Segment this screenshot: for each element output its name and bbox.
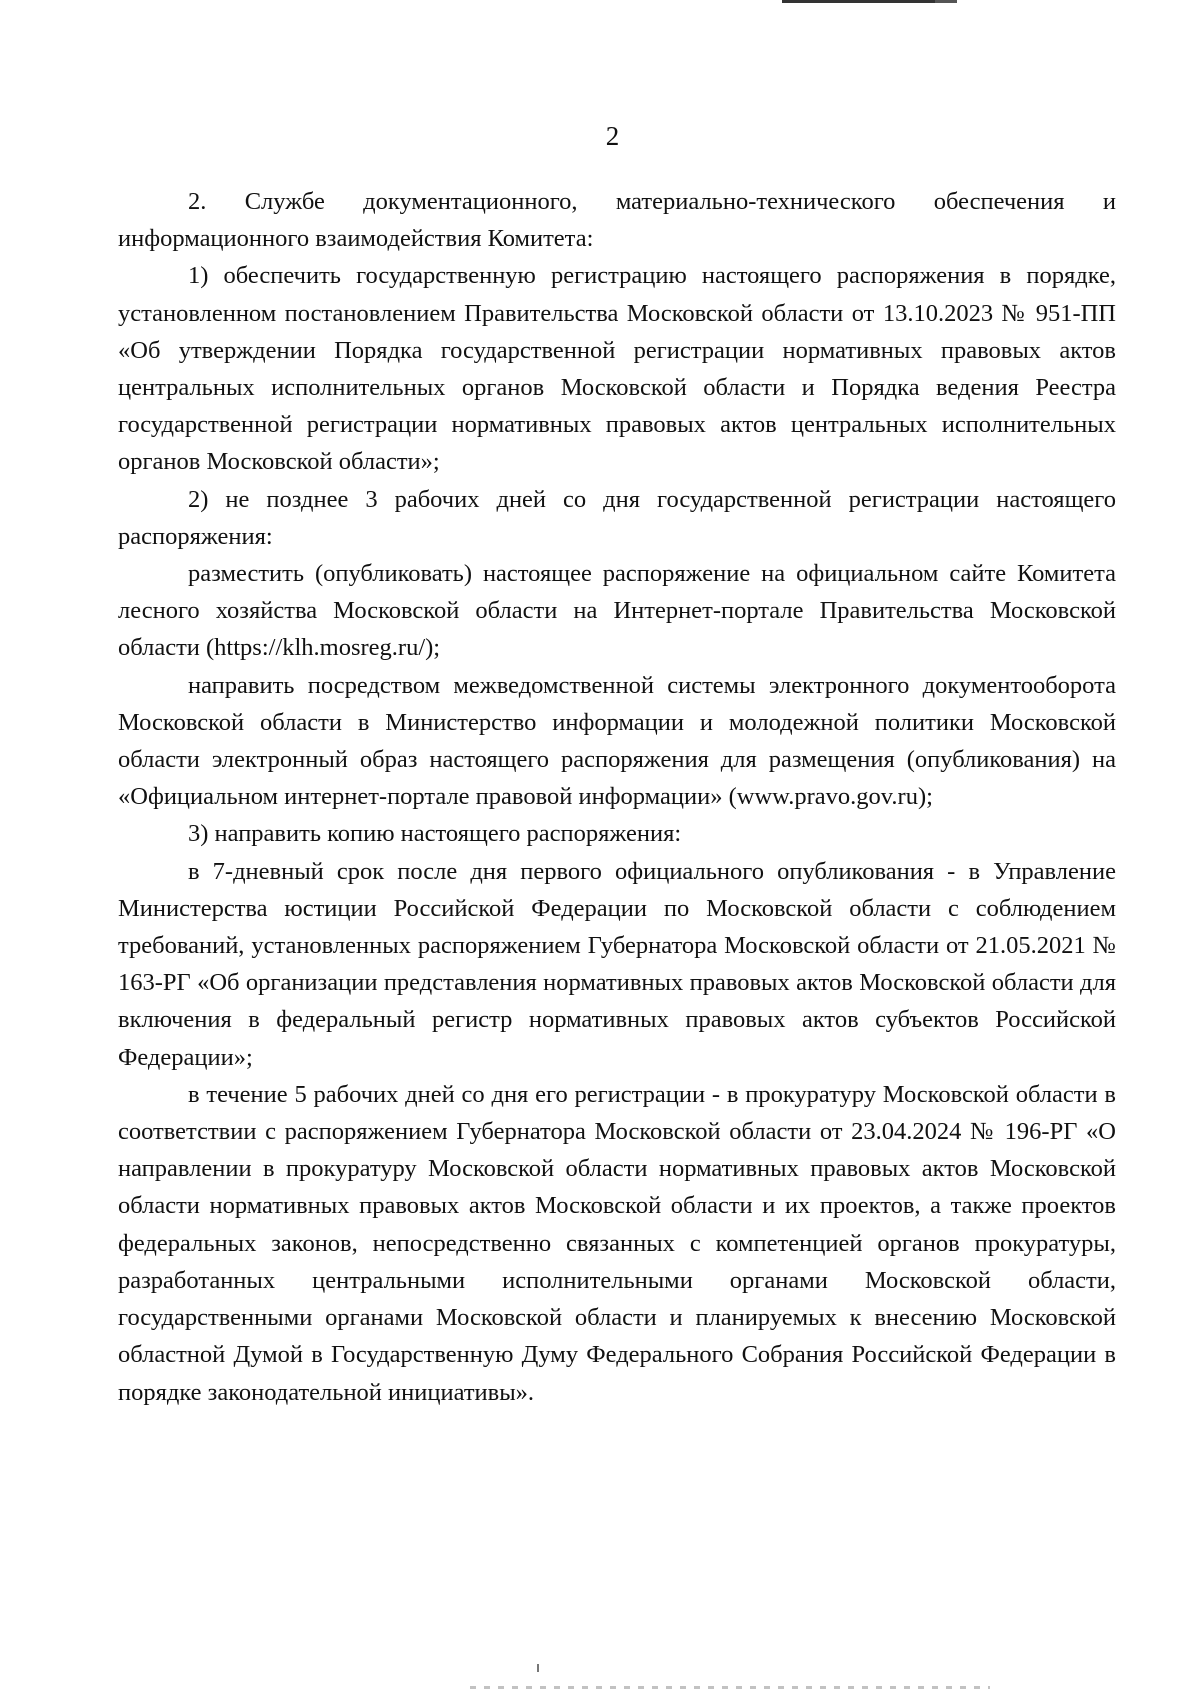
scan-mark [782, 0, 957, 3]
paragraph-send-ministry: направить посредством межведомственной системы электронного документооборота Московской области в Министерство информации и молодежной политики Московской области электронный образ настоящего распоряжения для размещения (опубликования) на «Официальном интернет-портале правовой информации» (www.pravo.gov.ru); [118, 671, 1116, 811]
paragraph-prosecutor: в течение 5 рабочих дней со дня его регистрации - в прокуратуру Московской области в соответствии с распоряжением Губернатора Московской области от 23.04.2024 № 196-РГ «О направлении в прокуратуру Московской области нормативных правовых актов Московской области нормативных правовых актов Московской области и их проектов, а также проектов федеральных законов, непосредственно связанных с компетенцией органов прокуратуры, разработанных центральными исполнительными органами Московской области, государственными органами Московской области и планируемых к внесению Московской областной Думой в Государственную Думу Федерального Собрания Российской Федерации в порядке законодательной инициативы». [118, 1080, 1116, 1406]
scan-mark [935, 0, 957, 3]
page-number: 2 [605, 121, 620, 151]
paragraph-justice-ministry: в 7-дневный срок после дня первого официального опубликования - в Управление Министерства юстиции Российской Федерации по Московской области с соблюдением требований, установленных распоряжением Губернатора Московской области от 21.05.2021 № 163-РГ «Об организации представления нормативных правовых актов Московской области для включения в федеральный регистр нормативных правовых актов субъектов Российской Федерации»; [118, 857, 1116, 1071]
paragraph-item-2: 2. Службе документационного, материально-технического обеспечения и информационного взаимодействия Комитета: [118, 188, 1116, 253]
scan-noise [470, 1686, 990, 1689]
paragraph-subitem-3: 3) направить копию настоящего распоряжения: [188, 820, 682, 848]
scan-mark [537, 1664, 539, 1672]
paragraph-subitem-2: 2) не позднее 3 рабочих дней со дня государственной регистрации настоящего распоряжения: [118, 485, 1116, 550]
document-body [118, 183, 1116, 1411]
paragraph-subitem-1: 1) обеспечить государственную регистрацию настоящего распоряжения в порядке, установленном постановлением Правительства Московской области от 13.10.2023 № 951-ПП «Об утверждении Порядка государственной регистрации нормативных правовых актов центральных исполнительных органов Московской области и Порядка ведения Реестра государственной регистрации нормативных правовых актов центральных исполнительных органов Московской области»; [118, 262, 1116, 476]
paragraph-publish-site: разместить (опубликовать) настоящее распоряжение на официальном сайте Комитета лесного хозяйства Московской области на Интернет-портале Правительства Московской области (https://klh.mosreg.ru/); [118, 560, 1116, 662]
